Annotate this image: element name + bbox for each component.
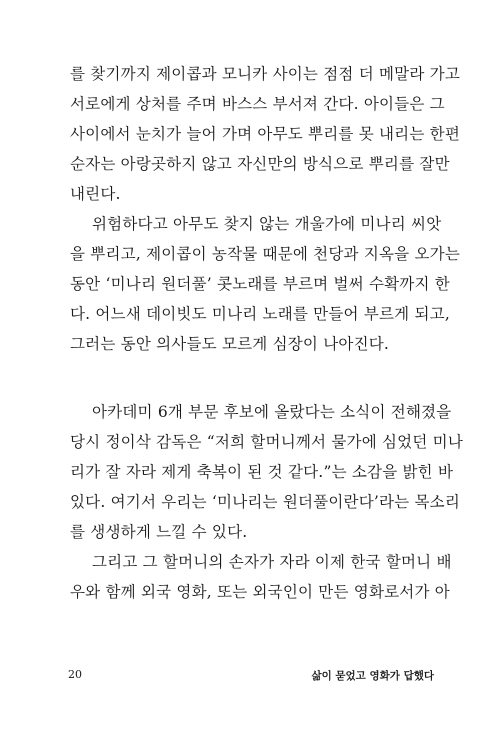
text-line: 사이에서 눈치가 늘어 가며 아무도 뿌리를 못 내리는 한편 [70,125,460,143]
text-line: 서로에게 상처를 주며 바스스 부서져 간다. 아이들은 그 [70,95,445,113]
text-line: 동안 ‘미나리 원더풀’ 콧노래를 부르며 벌써 수확까지 한 [70,275,450,293]
text-line: 을 뿌리고, 제이콥이 농작물 때문에 천당과 지옥을 오가는 [70,245,460,263]
text-line: 내린다. [70,185,121,203]
text-line: 순자는 아랑곳하지 않고 자신만의 방식으로 뿌리를 잘만 [70,155,450,173]
text-line: 있다. 여기서 우리는 ‘미나리는 원더풀이란다’라는 목소리 [70,493,460,511]
text-line: 위험하다고 아무도 찾지 않는 개울가에 미나리 씨앗 [92,215,442,233]
page-number: 20 [68,668,82,681]
text-line: 그리고 그 할머니의 손자가 자라 이제 한국 할머니 배 [92,553,452,571]
running-title: 삶이 묻었고 영화가 답했다 [311,670,434,682]
text-line: 그러는 동안 의사들도 모르게 심장이 나아진다. [70,335,390,353]
page-footer [68,668,434,688]
text-line: 우와 함께 외국 영화, 또는 외국인이 만든 영화로서가 아 [70,583,450,601]
text-line: 다. 어느새 데이빗도 미나리 노래를 만들어 부르게 되고, [70,305,450,323]
text-line: 를 찾기까지 제이콥과 모니카 사이는 점점 더 메말라 가고 [70,65,460,83]
text-line: 를 생생하게 느낄 수 있다. [70,523,248,541]
text-line: 당시 정이삭 감독은 “저희 할머니께서 물가에 심었던 미나 [70,433,463,451]
text-line: 아카데미 6개 부문 후보에 올랐다는 소식이 전해졌을 [92,403,452,421]
text-line: 리가 잘 자라 제게 축복이 된 것 같다.”는 소감을 밝힌 바 [70,463,454,481]
